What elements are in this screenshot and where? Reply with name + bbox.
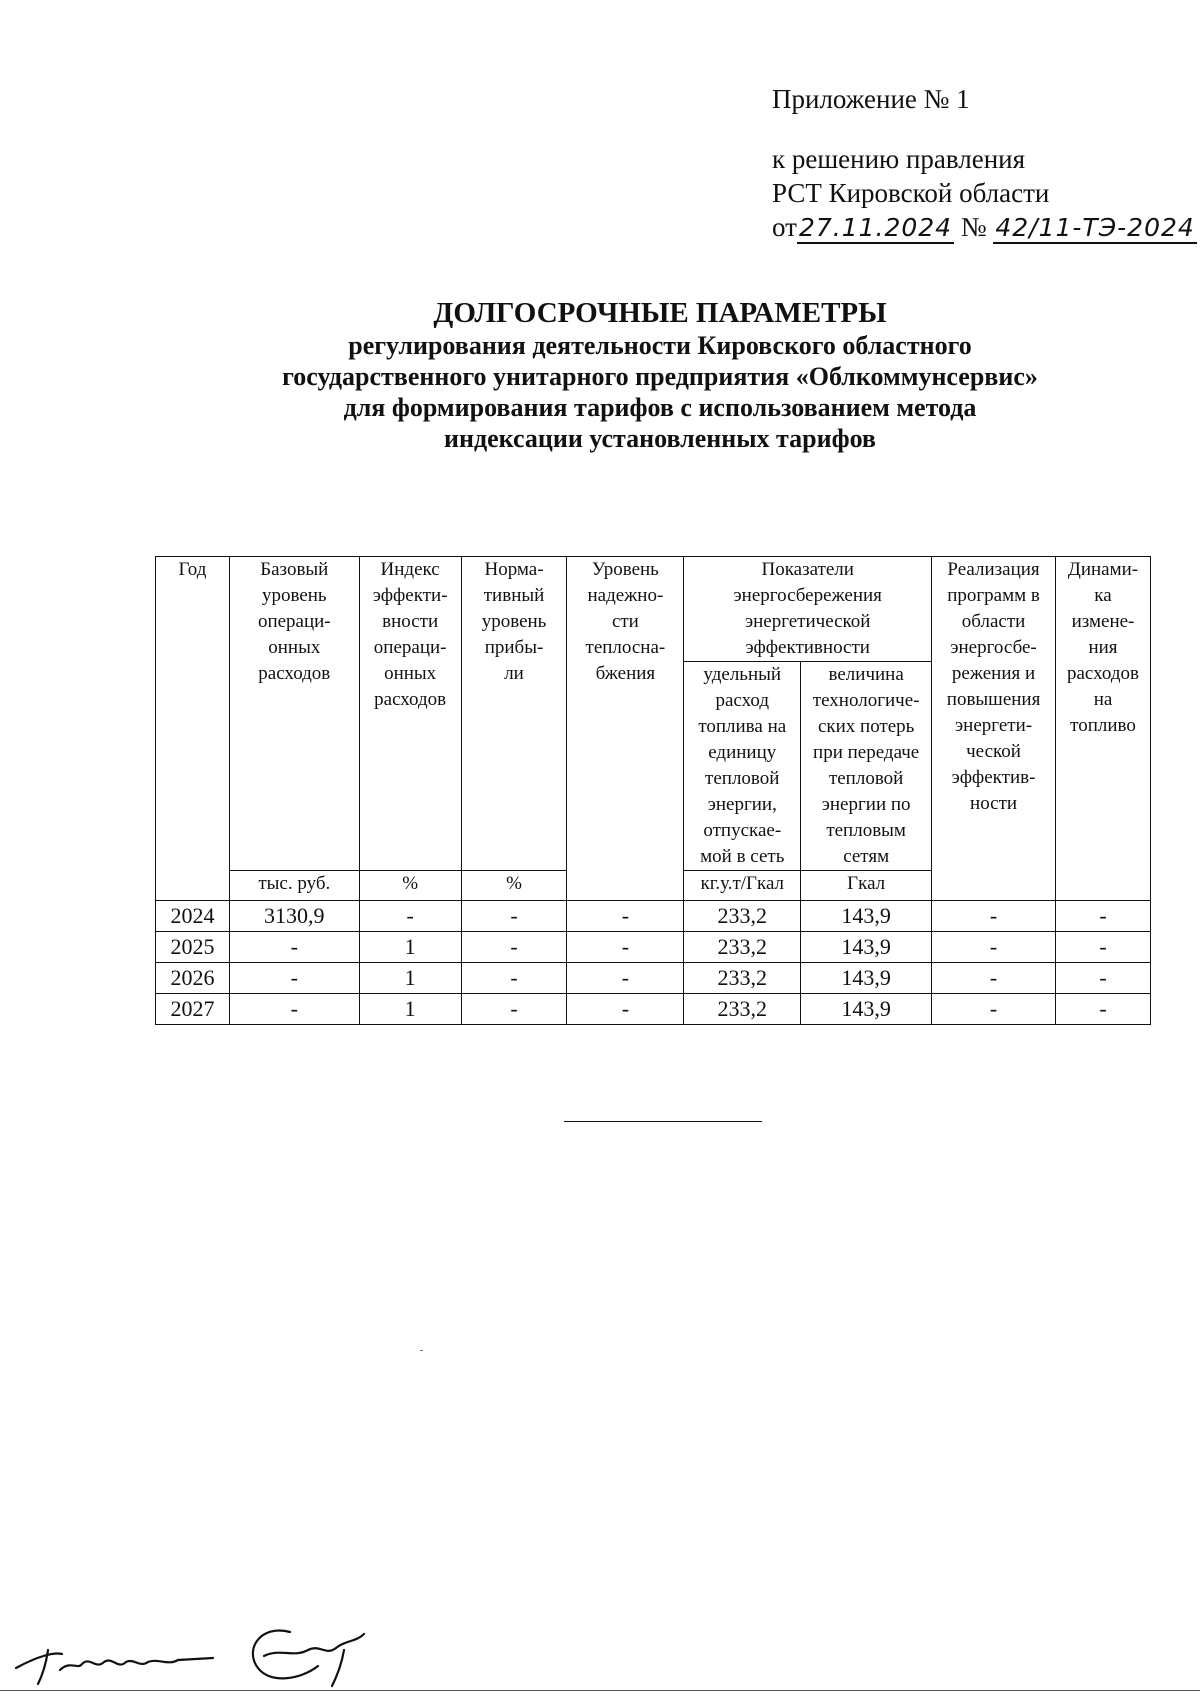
cell-losses: 143,9: [801, 901, 932, 932]
cell-losses: 143,9: [801, 963, 932, 994]
cell-fuel: 233,2: [684, 963, 801, 994]
cell-reliability: -: [567, 932, 684, 963]
cell-fuel: 233,2: [684, 994, 801, 1025]
unit-fuel: кг.у.т/Гкал: [684, 871, 801, 901]
header-fuel-dynamics: Динами- ка измене- ния расходов на топливо: [1056, 557, 1151, 901]
cell-index: 1: [359, 994, 461, 1025]
cell-dynamics: -: [1056, 994, 1151, 1025]
header-reliability: Уровень надежно- сти теплосна- бжения: [567, 557, 684, 901]
header-fuel-consumption: удельный расход топлива на единицу тепловой энергии, отпускае- мой в сеть: [684, 662, 801, 871]
handwritten-number: 42/11-ТЭ-2024: [995, 213, 1195, 242]
cell-year: 2027: [156, 994, 230, 1025]
number-prefix: №: [960, 212, 987, 242]
cell-reliability: -: [567, 901, 684, 932]
heading-line-1: регулирования деятельности Кировского областного: [348, 331, 972, 360]
handwritten-date: 27.11.2024: [798, 213, 953, 242]
cell-base: -: [229, 994, 359, 1025]
table-row: [156, 994, 1151, 1025]
date-prefix: от: [772, 212, 797, 242]
cell-index: 1: [359, 932, 461, 963]
cell-programs: -: [932, 901, 1056, 932]
unit-profit: %: [461, 871, 567, 901]
header-efficiency-index: Индекс эффекти- вности операци- онных расходов: [359, 557, 461, 871]
signature-scribble: [8, 1612, 408, 1692]
header-profit-level: Норма- тивный уровень прибы- ли: [461, 557, 567, 871]
cell-year: 2025: [156, 932, 230, 963]
header-base-expenses: Базовый уровень операци- онных расходов: [229, 557, 359, 871]
cell-year: 2024: [156, 901, 230, 932]
table-row: [156, 901, 1151, 932]
cell-fuel: 233,2: [684, 901, 801, 932]
header-row-1: [156, 557, 1151, 662]
cell-losses: 143,9: [801, 994, 932, 1025]
cell-fuel: 233,2: [684, 932, 801, 963]
appendix-title: Приложение № 1: [772, 84, 970, 114]
appendix-date-line: [772, 210, 1197, 245]
header-heat-losses: величина технологиче- ских потерь при передаче тепловой энергии по тепловым сетям: [801, 662, 932, 871]
parameters-table: [155, 556, 1151, 1025]
cell-programs: -: [932, 963, 1056, 994]
header-year: Год: [156, 557, 230, 901]
cell-profit: -: [461, 963, 567, 994]
handwritten-signature: [8, 1612, 408, 1697]
cell-dynamics: -: [1056, 932, 1151, 963]
cell-losses: 143,9: [801, 932, 932, 963]
cell-profit: -: [461, 994, 567, 1025]
page-bottom-rule: [0, 1690, 1200, 1691]
closing-divider: [564, 1121, 762, 1122]
cell-base: -: [229, 932, 359, 963]
header-energy-group: Показатели энергосбережения энергетической эффективности: [684, 557, 932, 662]
heading-line-2: государственного унитарного предприятия «Облкоммунсервис»: [282, 362, 1038, 391]
cell-programs: -: [932, 994, 1056, 1025]
cell-dynamics: -: [1056, 901, 1151, 932]
header-programs: Реализация программ в области энергосбе- режения и повышения энергети- ческой эффектив- ности: [932, 557, 1056, 901]
cell-profit: -: [461, 932, 567, 963]
cell-dynamics: -: [1056, 963, 1151, 994]
unit-index: %: [359, 871, 461, 901]
unit-base: тыс. руб.: [229, 871, 359, 901]
document-title: ДОЛГОСРОЧНЫЕ ПАРАМЕТРЫ: [433, 297, 887, 329]
appendix-block: [772, 82, 1197, 245]
table-row: [156, 963, 1151, 994]
scan-speck: [420, 1350, 423, 1351]
cell-reliability: -: [567, 994, 684, 1025]
heading-line-3: для формирования тарифов с использованием метода: [343, 393, 977, 422]
cell-index: -: [359, 901, 461, 932]
document-heading: [0, 296, 1200, 454]
unit-losses: Гкал: [801, 871, 932, 901]
cell-base: -: [229, 963, 359, 994]
appendix-line-1: к решению правления: [772, 144, 1026, 174]
cell-year: 2026: [156, 963, 230, 994]
cell-reliability: -: [567, 963, 684, 994]
cell-base: 3130,9: [229, 901, 359, 932]
table-row: [156, 932, 1151, 963]
heading-line-4: индексации установленных тарифов: [444, 424, 876, 453]
appendix-line-2: РСТ Кировской области: [772, 178, 1050, 208]
cell-index: 1: [359, 963, 461, 994]
cell-programs: -: [932, 932, 1056, 963]
cell-profit: -: [461, 901, 567, 932]
